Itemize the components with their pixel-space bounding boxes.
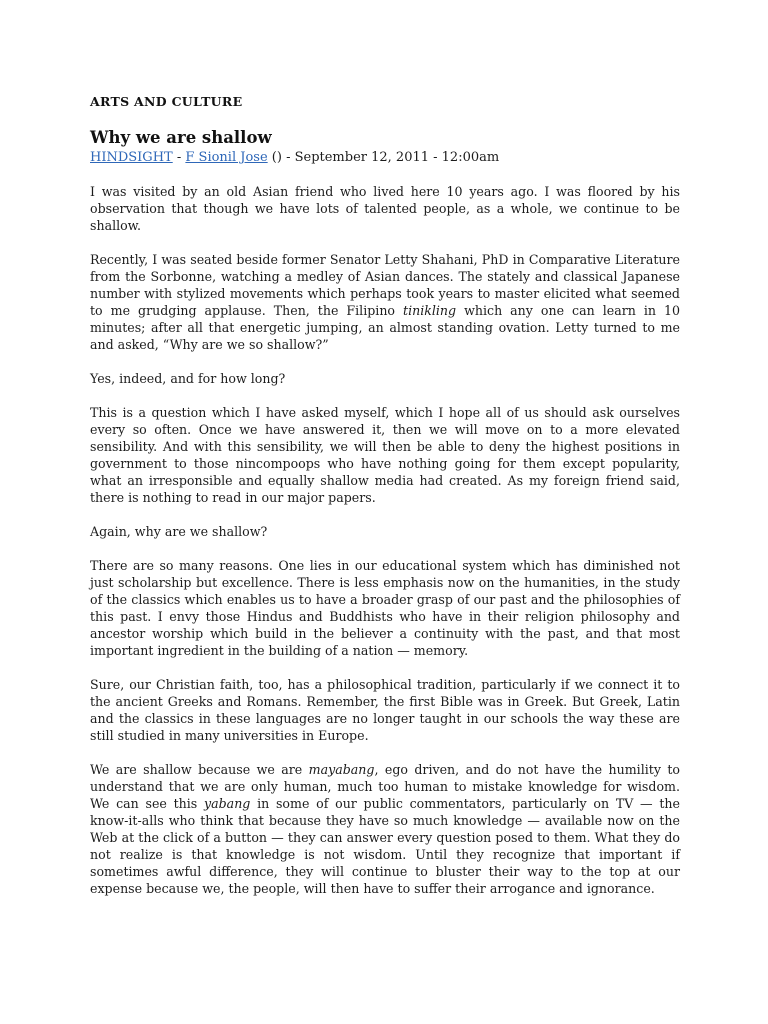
publish-date: () - September 12, 2011 - 12:00am	[267, 150, 500, 165]
paragraph-5	[90, 523, 680, 540]
paragraph-text: Sure, our Christian faith, too, has a philosophical tradition, particularly if we connect it to the ancient Greeks and Romans. Remember, the first Bible was in Greek. But Greek, Latin and the classics in these languages are no longer taught in our schools the way these are still studied in many universities in Europe.	[90, 677, 680, 743]
section-heading: ARTS AND CULTURE	[90, 94, 243, 109]
paragraph-text: in some of our public commentators, particularly on TV — the know-it-alls who think that because they have so much knowledge — available now on the Web at the click of a button — they can answer every question posed to them. What they do not realize is that knowledge is not wisdom. Until they recognize that important if sometimes awful difference, they will continue to bluster their way to the top at our expense because we, the people, will then have to suffer their arrogance and ignorance.	[90, 796, 680, 896]
paragraph-text: Again, why are we shallow?	[90, 524, 268, 539]
paragraph-1	[90, 183, 680, 234]
author-link[interactable]: F Sionil Jose	[185, 150, 268, 165]
paragraph-6	[90, 557, 680, 659]
paragraph-text: which any one can learn in 10 minutes; after all that energetic jumping, an almost standing ovation. Letty turned to me and asked, “Why are we so shallow?”	[90, 303, 680, 352]
paragraph-7	[90, 676, 680, 744]
paragraph-3	[90, 370, 680, 387]
column-link[interactable]: HINDSIGHT	[90, 150, 173, 165]
paragraph-text: We are shallow because we are	[90, 762, 309, 777]
paragraph-8	[90, 761, 680, 897]
paragraph-4	[90, 404, 680, 506]
paragraph-text: This is a question which I have asked myself, which I hope all of us should ask ourselves every so often. Once we have answered it, then we will move on to a more elevated sensibility. And with this sensibility, we will then be able to deny the highest positions in government to those nincompoops who have nothing going for them except popularity, what an irresponsible and equally shallow media had created. As my foreign friend said, there is nothing to read in our major papers.	[90, 405, 680, 505]
paragraph-text: I was visited by an old Asian friend who lived here 10 years ago. I was floored by his observation that though we have lots of talented people, as a whole, we continue to be shallow.	[90, 184, 680, 233]
byline	[90, 150, 680, 166]
italic-term: tinikling	[403, 303, 457, 318]
paragraph-text: Recently, I was seated beside former Senator Letty Shahani, PhD in Comparative Literature from the Sorbonne, watching a medley of Asian dances. The stately and classical Japanese number with stylized movements which perhaps took years to master elicited what seemed to me grudging applause. Then, the Filipino	[90, 252, 680, 318]
italic-term: mayabang	[308, 762, 375, 777]
paragraph-text: There are so many reasons. One lies in our educational system which has diminished not just scholarship but excellence. There is less emphasis now on the humanities, in the study of the classics which enables us to have a broader grasp of our past and the philosophies of this past. I envy those Hindus and Buddhists who have in their religion philosophy and ancestor worship which build in the believer a continuity with the past, and that most important ingredient in the building of a nation — memory.	[90, 558, 680, 658]
paragraph-text: , ego driven, and do not have the humility to understand that we are only human, much too human to mistake knowledge for wisdom. We can see this	[90, 762, 680, 811]
paragraph-text: Yes, indeed, and for how long?	[90, 371, 286, 386]
byline-separator: -	[172, 150, 186, 165]
paragraph-2	[90, 251, 680, 353]
italic-term: yabang	[204, 796, 251, 811]
article-title: Why we are shallow	[90, 128, 272, 147]
